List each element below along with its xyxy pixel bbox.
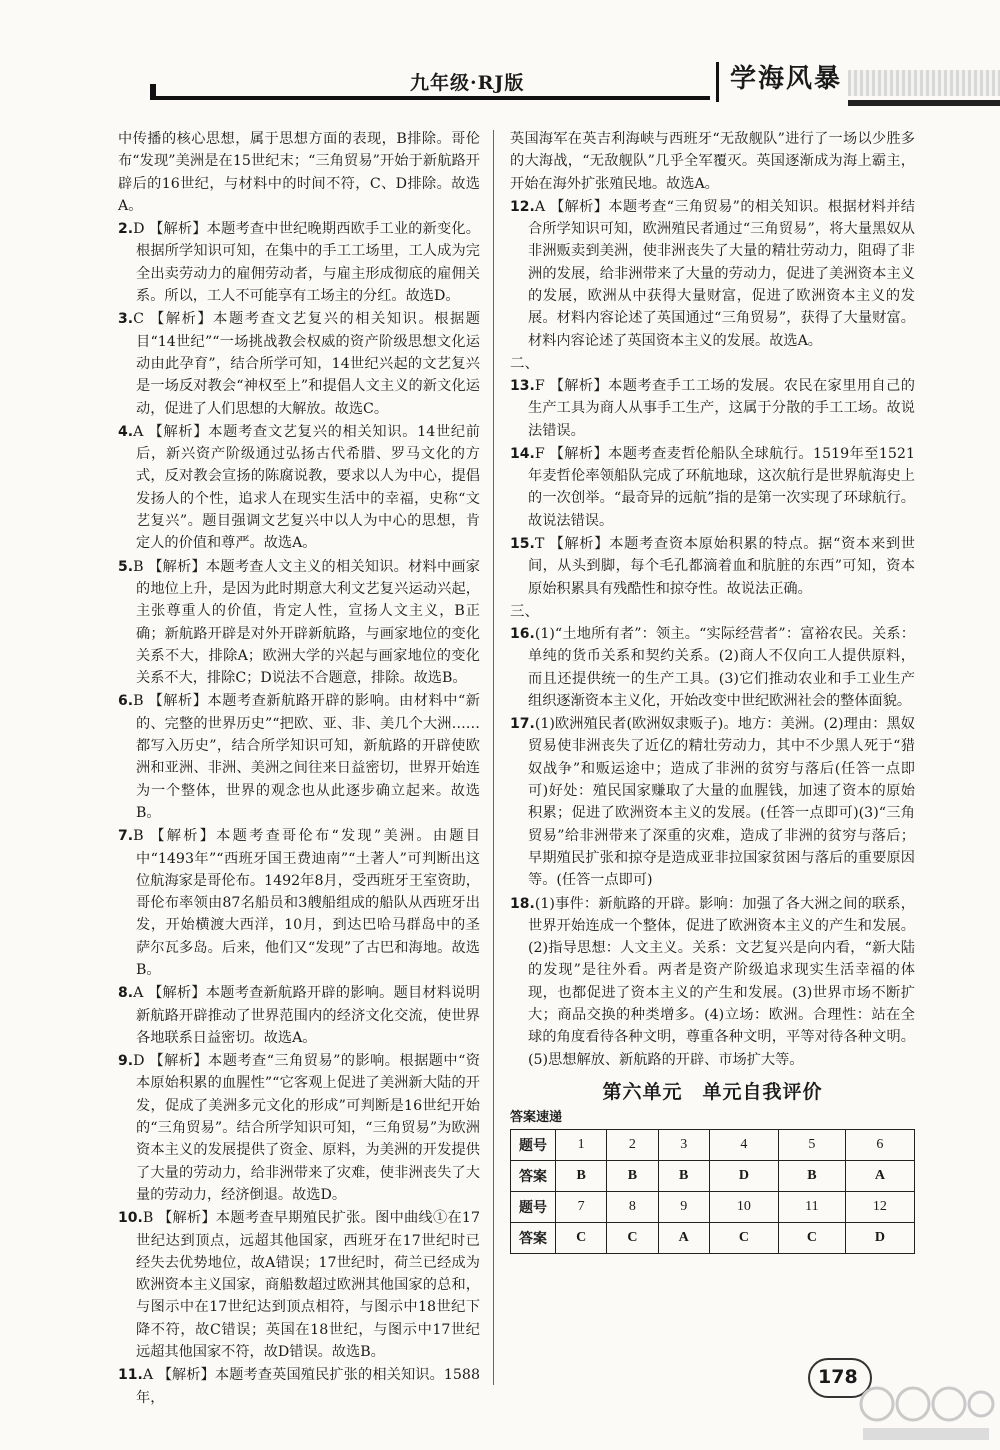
answer-explanation (118, 690, 480, 824)
question-number: 3. (118, 311, 134, 328)
quick-answer-label: 答案速递 (510, 1109, 563, 1125)
explanation-text: (1)“土地所有者”：领主。“实际经营者”：富裕农民。关系：单纯的货币关系和契约关系。(2)商人不仅向工人提供原料，而且还提供统一的生产工具。(3)它们推动农业和手工业生产组织逐渐资本主义化，开始改变中世纪欧洲社会的整体面貌。 (528, 625, 915, 709)
answer-table (510, 1129, 915, 1254)
answer-cell: C (607, 1222, 658, 1253)
question-number: 5. (118, 558, 134, 575)
answer-cell: A (658, 1222, 709, 1253)
question-number-cell: 5 (779, 1129, 846, 1160)
answer-explanation (510, 443, 915, 532)
answer-cell: B (658, 1160, 709, 1191)
answer-explanation (510, 128, 915, 195)
right-column-bottom (510, 623, 915, 1071)
section-three-mark: 三、 (510, 603, 539, 620)
answer-explanation (510, 196, 915, 352)
answer-explanation (118, 556, 480, 690)
explanation-text: B 【解析】本题考查哥伦布“发现”美洲。由题目中“1493年”“西班牙国王费迪南”“土著人”可判断出这位航海家是哥伦布。1492年8月，受西班牙王室资助，哥伦布率领由87名船员和3艘船组成的船队从西班牙出发，开始横渡大西洋，10月，到达巴哈马群岛中的圣萨尔瓦多岛。后来，他们又“发现”了古巴和海地。故选B。 (133, 828, 480, 978)
explanation-text: A 【解析】本题考查“三角贸易”的相关知识。根据材料并结合所学知识可知，欧洲殖民者通过“三角贸易”，将大量黑奴从非洲贩卖到美洲，使非洲丧失了大量的精壮劳动力，阻碍了非洲的发展，给非洲带来了大量的劳动力，促进了美洲资本主义的发展，欧洲从中获得大量财富，促进了欧洲资本主义的发展。材料内容论述了英国通过“三角贸易”，获得了大量财富。材料内容论述了英国资本主义的发展。故选A。 (528, 198, 915, 349)
answer-explanation (510, 623, 915, 712)
question-number: 15. (510, 536, 535, 553)
row-header: 题号 (511, 1129, 556, 1160)
right-column-top (510, 128, 915, 352)
answer-explanation (118, 1207, 480, 1363)
explanation-text: F 【解析】本题考查麦哲伦船队全球航行。1519年至1521年麦哲伦率领船队完成了环航地球，这次航行是世界航海史上的一次创举。“最奇异的远航”指的是第一次实现了环球航行。故说法错误。 (528, 445, 915, 529)
row-header: 答案 (511, 1160, 556, 1191)
explanation-text: A 【解析】本题考查新航路开辟的影响。题目材料说明新航路开辟推动了世界范围内的经济文化交流，使世界各地联系日益密切。故选A。 (133, 985, 480, 1046)
question-number-row (511, 1129, 915, 1160)
answer-cell: D (709, 1160, 778, 1191)
question-number: 2. (118, 221, 134, 238)
question-number: 10. (118, 1210, 143, 1227)
question-number: 13. (510, 377, 535, 394)
question-number: 4. (118, 423, 134, 440)
right-column (510, 128, 915, 1254)
section-two-mark: 二、 (510, 355, 539, 372)
answer-explanation (510, 375, 915, 442)
column-divider (493, 130, 494, 1385)
question-number-cell: 6 (845, 1129, 914, 1160)
answer-cell: B (779, 1160, 846, 1191)
question-number-cell: 10 (709, 1191, 778, 1222)
answer-explanation (118, 128, 480, 217)
answer-row (511, 1160, 915, 1191)
answer-explanation (118, 1050, 480, 1206)
header-rule (150, 96, 710, 100)
answer-explanation (510, 713, 915, 891)
answer-explanation (118, 1364, 480, 1409)
question-number-cell: 1 (556, 1129, 607, 1160)
explanation-text: 英国海军在英吉利海峡与西班牙“无敌舰队”进行了一场以少胜多的大海战，“无敌舰队”几乎全军覆灭。英国逐渐成为海上霸主，开始在海外扩张殖民地。故选A。 (510, 131, 915, 192)
question-number-cell: 8 (607, 1191, 658, 1222)
explanation-text: C 【解析】本题考查文艺复兴的相关知识。根据题目“14世纪”“一场挑战教会权威的资产阶级思想文化运动由此孕育”，结合所学可知，14世纪兴起的文艺复兴是一场反对教会“神权至上”和提倡人文主义的新文化运动，促进了人们思想的大解放。故选C。 (133, 311, 480, 417)
answer-cell: B (607, 1160, 658, 1191)
question-number: 14. (510, 445, 535, 462)
question-number: 9. (118, 1053, 134, 1070)
header-dark-band (848, 100, 1000, 106)
explanation-text: 中传播的核心思想，属于思想方面的表现，B排除。哥伦布“发现”美洲是在15世纪末；“三角贸易”开始于新航路开辟后的16世纪，与材料中的时间不符，C、D排除。故选A。 (118, 131, 480, 214)
explanation-text: B 【解析】本题考查早期殖民扩张。图中曲线①在17世纪达到顶点，远超其他国家，西班牙在17世纪时已经失去优势地位，故A错误；17世纪时，荷兰已经成为欧洲资本主义国家，商船数超过欧洲其他国家的总和，与图示中在17世纪达到顶点相符，与图示中18世纪下降不符，故C错误；英国在18世纪，与图示中17世纪远超其他国家不符，故D错误。故选B。 (136, 1210, 480, 1361)
page-header (0, 0, 1000, 120)
explanation-text: D 【解析】本题考查中世纪晚期西欧手工业的新变化。根据所学知识可知，在集中的手工工场里，工人成为完全出卖劳动力的雇佣劳动者，与雇主形成彻底的雇佣关系。所以，工人不可能享有工场主的分红。故选D。 (133, 221, 480, 305)
answer-cell: A (845, 1160, 914, 1191)
answer-row (511, 1222, 915, 1253)
header-separator (716, 62, 719, 102)
answer-explanation (118, 982, 480, 1049)
answer-explanation (510, 893, 915, 1071)
question-number-cell: 9 (658, 1191, 709, 1222)
question-number-cell: 4 (709, 1129, 778, 1160)
explanation-text: (1)事件：新航路的开辟。影响：加强了各大洲之间的联系，世界开始连成一个整体，促进了欧洲资本主义的产生和发展。(2)指导思想：人文主义。关系：文艺复兴是向内看，“新大陆的发现”是往外看。两者是资产阶级追求现实生活幸福的体现，也都促进了资本主义的产生和发展。(3)世界市场不断扩大；商品交换的种类增多。(4)立场：欧洲。合理性：站在全球的角度看待各种文明，尊重各种文明，平等对待各种文明。(5)思想解放、新航路的开辟、市场扩大等。 (528, 895, 915, 1068)
answer-explanation (118, 421, 480, 555)
row-header: 题号 (511, 1191, 556, 1222)
question-number: 17. (510, 716, 535, 733)
answer-explanation (510, 533, 915, 600)
answer-explanation (118, 825, 480, 981)
grade-title: 九年级·RJ版 (410, 72, 525, 94)
watermark-logo (855, 1380, 995, 1446)
answer-cell: D (845, 1222, 914, 1253)
explanation-text: F 【解析】本题考查手工工场的发展。农民在家里用自己的生产工具为商人从事手工生产，这属于分散的手工工场。故说法错误。 (528, 377, 915, 439)
answer-explanation (118, 218, 480, 307)
answer-explanation (118, 308, 480, 419)
answer-cell: C (709, 1222, 778, 1253)
answer-cell: C (556, 1222, 607, 1253)
explanation-text: A 【解析】本题考查文艺复兴的相关知识。14世纪前后，新兴资产阶级通过弘扬古代希腊、罗马文化的方式，反对教会宣扬的陈腐说教，要求以人为中心，提倡发扬人的个性，追求人在现实生活中的幸福，史称“文艺复兴”。题目强调文艺复兴中以人为中心的思想，肯定人的价值和尊严。故选A。 (133, 423, 480, 552)
row-header: 答案 (511, 1222, 556, 1253)
question-number: 11. (118, 1367, 143, 1384)
question-number-cell: 11 (779, 1191, 846, 1222)
explanation-text: B 【解析】本题考查人文主义的相关知识。材料中画家的地位上升，是因为此时期意大利文艺复兴运动兴起，主张尊重人的价值，肯定人性，宣扬人文主义，B正确；新航路开辟是对外开辟新航路，与画家地位的变化关系不大，排除A；欧洲大学的兴起与画家地位的变化关系不大，排除C；D说法不合题意，排除。故选B。 (133, 558, 480, 687)
header-texture-band (848, 70, 1000, 96)
explanation-text: B 【解析】本题考查新航路开辟的影响。由材料中“新的、完整的世界历史”“把欧、亚、非、美几个大洲……都写入历史”，结合所学知识可知，新航路的开辟使欧洲和亚洲、非洲、美洲之间往来日益密切，世界开始连为一个整体，世界的观念也从此逐步确立起来。故选B。 (133, 693, 480, 821)
question-number-cell: 7 (556, 1191, 607, 1222)
right-column-mid (510, 375, 915, 600)
explanation-text: T 【解析】本题考查资本原始积累的特点。据“资本来到世间，从头到脚，每个毛孔都滴着血和肮脏的东西”可知，资本原始积累具有残酷性和掠夺性。故说法正确。 (528, 536, 915, 597)
answer-cell: C (779, 1222, 846, 1253)
left-column (118, 128, 480, 1410)
unit-title: 第六单元 单元自我评价 (602, 1080, 823, 1103)
question-number-cell: 2 (607, 1129, 658, 1160)
page-number: 178 (818, 1366, 858, 1388)
question-number-cell: 12 (845, 1191, 914, 1222)
brand-logo: 学海风暴 (730, 64, 843, 94)
answer-cell: B (556, 1160, 607, 1191)
question-number: 6. (118, 693, 134, 710)
question-number: 18. (510, 895, 535, 912)
explanation-text: D 【解析】本题考查“三角贸易”的影响。根据题中“资本原始积累的血腥性”“它客观上促进了美洲新大陆的开发，促成了美洲多元文化的形成”可判断是16世纪开始的“三角贸易”。结合所学知识可知，“三角贸易”为欧洲资本主义的发展提供了资金、原料，为美洲的开发提供了大量的劳动力，给非洲带来了灾难，使非洲丧失了大量的劳动力，经济倒退。故选D。 (133, 1053, 480, 1203)
question-number: 16. (510, 625, 535, 642)
explanation-text: A 【解析】本题考查英国殖民扩张的相关知识。1588年， (136, 1367, 480, 1406)
question-number-row (511, 1191, 915, 1222)
explanation-text: (1)欧洲殖民者(欧洲奴隶贩子)。地方：美洲。(2)理由：黑奴贸易使非洲丧失了近亿的精壮劳动力，其中不少黑人死于“猎奴战争”和贩运途中；造成了非洲的贫穷与落后(任答一点即可)好处：殖民国家赚取了大量的血腥钱，加速了资本的原始积累；促进了欧洲资本主义的发展。(任答一点即可)(3)“三角贸易”给非洲带来了深重的灾难，造成了非洲的贫穷与落后；早期殖民扩张和掠夺是造成亚非拉国家贫困与落后的重要原因等。(任答一点即可) (528, 716, 915, 889)
question-number: 12. (510, 198, 535, 215)
question-number-cell: 3 (658, 1129, 709, 1160)
question-number: 7. (118, 828, 134, 845)
question-number: 8. (118, 985, 134, 1002)
